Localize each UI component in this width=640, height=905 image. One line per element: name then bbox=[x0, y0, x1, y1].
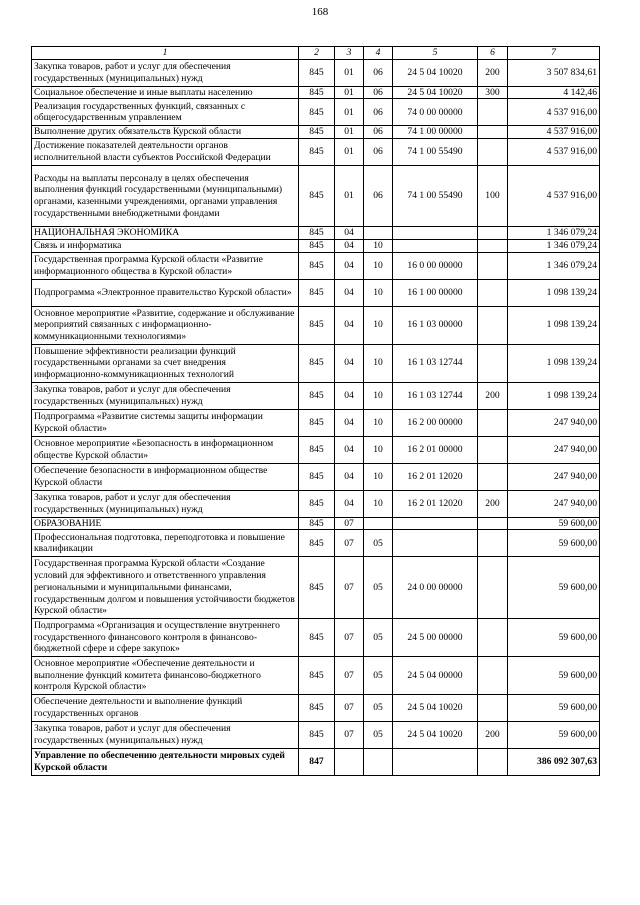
row-section: 01 bbox=[335, 99, 364, 126]
row-section: 01 bbox=[335, 86, 364, 99]
row-section: 07 bbox=[335, 530, 364, 557]
row-target-article: 16 2 01 12020 bbox=[393, 490, 478, 517]
row-amount: 1 098 139,24 bbox=[508, 382, 600, 409]
row-admin-code: 845 bbox=[299, 99, 335, 126]
row-target-article: 24 5 04 10020 bbox=[393, 695, 478, 722]
table-row bbox=[32, 657, 600, 695]
row-admin-code: 845 bbox=[299, 126, 335, 139]
row-expense-type bbox=[478, 749, 508, 776]
header-cell: 2 bbox=[299, 47, 335, 60]
row-description: Закупка товаров, работ и услуг для обеспечения государственных (муниципальных) нужд bbox=[32, 722, 299, 749]
row-target-article: 16 1 00 00000 bbox=[393, 279, 478, 306]
table-row bbox=[32, 227, 600, 240]
row-expense-type bbox=[478, 657, 508, 695]
table-row bbox=[32, 722, 600, 749]
row-section: 04 bbox=[335, 409, 364, 436]
row-section: 01 bbox=[335, 166, 364, 227]
row-description: Управление по обеспечению деятельности мировых судей Курской области bbox=[32, 749, 299, 776]
row-description: Подпрограмма «Электронное правительство Курской области» bbox=[32, 279, 299, 306]
row-description: Обеспечение деятельности и выполнение функций государственных органов bbox=[32, 695, 299, 722]
table-row bbox=[32, 279, 600, 306]
row-amount: 59 600,00 bbox=[508, 530, 600, 557]
row-section: 04 bbox=[335, 382, 364, 409]
row-amount: 247 940,00 bbox=[508, 490, 600, 517]
table-row bbox=[32, 517, 600, 530]
row-section: 01 bbox=[335, 139, 364, 166]
row-expense-type bbox=[478, 618, 508, 656]
row-description: Профессиональная подготовка, переподготовка и повышение квалификации bbox=[32, 530, 299, 557]
table-row bbox=[32, 344, 600, 382]
row-expense-type bbox=[478, 436, 508, 463]
row-subsection: 06 bbox=[364, 166, 393, 227]
table-row bbox=[32, 695, 600, 722]
row-amount: 59 600,00 bbox=[508, 618, 600, 656]
row-target-article: 74 1 00 55490 bbox=[393, 166, 478, 227]
row-target-article: 16 0 00 00000 bbox=[393, 252, 478, 279]
row-subsection: 06 bbox=[364, 139, 393, 166]
row-description: Закупка товаров, работ и услуг для обеспечения государственных (муниципальных) нужд bbox=[32, 59, 299, 86]
row-description: Государственная программа Курской области «Создание условий для эффективного и ответственного управления региональными и муниципальными финансами, государственным долгом и повышения устойчивости бюджетов Курской области» bbox=[32, 557, 299, 619]
row-admin-code: 845 bbox=[299, 722, 335, 749]
row-expense-type bbox=[478, 139, 508, 166]
row-subsection: 06 bbox=[364, 99, 393, 126]
row-description: Связь и информатика bbox=[32, 239, 299, 252]
row-target-article: 24 5 04 00000 bbox=[393, 657, 478, 695]
row-target-article bbox=[393, 227, 478, 240]
row-description: Социальное обеспечение и иные выплаты населению bbox=[32, 86, 299, 99]
row-description: НАЦИОНАЛЬНАЯ ЭКОНОМИКА bbox=[32, 227, 299, 240]
row-section: 04 bbox=[335, 306, 364, 344]
row-amount: 59 600,00 bbox=[508, 657, 600, 695]
row-section: 01 bbox=[335, 126, 364, 139]
header-cell: 5 bbox=[393, 47, 478, 60]
row-target-article: 24 5 04 10020 bbox=[393, 59, 478, 86]
row-expense-type bbox=[478, 252, 508, 279]
row-subsection: 05 bbox=[364, 557, 393, 619]
row-expense-type bbox=[478, 530, 508, 557]
table-row bbox=[32, 166, 600, 227]
row-section: 04 bbox=[335, 227, 364, 240]
row-subsection: 06 bbox=[364, 59, 393, 86]
table-row bbox=[32, 382, 600, 409]
row-admin-code: 845 bbox=[299, 166, 335, 227]
table-row bbox=[32, 86, 600, 99]
row-section: 04 bbox=[335, 279, 364, 306]
row-expense-type: 200 bbox=[478, 59, 508, 86]
row-subsection bbox=[364, 517, 393, 530]
row-admin-code: 845 bbox=[299, 59, 335, 86]
row-description: Основное мероприятие «Обеспечение деятельности и выполнение функций комитета финансово-бюджетного контроля Курской области» bbox=[32, 657, 299, 695]
table-row bbox=[32, 239, 600, 252]
row-section: 07 bbox=[335, 557, 364, 619]
row-section: 01 bbox=[335, 59, 364, 86]
row-expense-type bbox=[478, 99, 508, 126]
row-description: Расходы на выплаты персоналу в целях обеспечения выполнения функций государственными (муниципальными) органами, казенными учреждениями, органами управления государственными внебюджетными фондами bbox=[32, 166, 299, 227]
row-description: Реализация государственных функций, связанных с общегосударственным управлением bbox=[32, 99, 299, 126]
row-target-article: 74 0 00 00000 bbox=[393, 99, 478, 126]
row-subsection: 06 bbox=[364, 126, 393, 139]
row-section: 04 bbox=[335, 436, 364, 463]
row-subsection: 10 bbox=[364, 306, 393, 344]
row-description: Подпрограмма «Развитие системы защиты информации Курской области» bbox=[32, 409, 299, 436]
row-amount: 1 098 139,24 bbox=[508, 306, 600, 344]
row-section: 07 bbox=[335, 695, 364, 722]
row-expense-type: 200 bbox=[478, 382, 508, 409]
header-row bbox=[32, 47, 600, 60]
row-target-article: 16 1 03 12744 bbox=[393, 382, 478, 409]
row-amount: 247 940,00 bbox=[508, 409, 600, 436]
row-target-article bbox=[393, 239, 478, 252]
row-target-article: 16 1 03 12744 bbox=[393, 344, 478, 382]
row-target-article bbox=[393, 517, 478, 530]
row-section: 04 bbox=[335, 239, 364, 252]
row-amount: 59 600,00 bbox=[508, 557, 600, 619]
row-admin-code: 847 bbox=[299, 749, 335, 776]
row-amount: 386 092 307,63 bbox=[508, 749, 600, 776]
row-description: Повышение эффективности реализации функций государственными органами за счет внедрения информационно-коммуникационных технологий bbox=[32, 344, 299, 382]
row-section: 04 bbox=[335, 252, 364, 279]
row-target-article bbox=[393, 749, 478, 776]
row-expense-type: 200 bbox=[478, 490, 508, 517]
row-amount: 4 142,46 bbox=[508, 86, 600, 99]
row-admin-code: 845 bbox=[299, 490, 335, 517]
row-amount: 4 537 916,00 bbox=[508, 99, 600, 126]
row-subsection: 05 bbox=[364, 530, 393, 557]
row-subsection bbox=[364, 749, 393, 776]
row-expense-type: 300 bbox=[478, 86, 508, 99]
row-admin-code: 845 bbox=[299, 227, 335, 240]
row-amount: 247 940,00 bbox=[508, 436, 600, 463]
row-expense-type: 100 bbox=[478, 166, 508, 227]
table-row bbox=[32, 409, 600, 436]
row-target-article: 24 5 04 10020 bbox=[393, 722, 478, 749]
row-subsection: 10 bbox=[364, 436, 393, 463]
row-expense-type bbox=[478, 126, 508, 139]
row-amount: 1 346 079,24 bbox=[508, 239, 600, 252]
row-admin-code: 845 bbox=[299, 463, 335, 490]
row-target-article: 16 2 01 12020 bbox=[393, 463, 478, 490]
row-subsection bbox=[364, 227, 393, 240]
row-section: 07 bbox=[335, 517, 364, 530]
row-target-article: 24 0 00 00000 bbox=[393, 557, 478, 619]
row-amount: 1 346 079,24 bbox=[508, 227, 600, 240]
row-target-article: 16 2 01 00000 bbox=[393, 436, 478, 463]
row-subsection: 10 bbox=[364, 409, 393, 436]
row-admin-code: 845 bbox=[299, 306, 335, 344]
row-target-article: 24 5 04 10020 bbox=[393, 86, 478, 99]
row-admin-code: 845 bbox=[299, 657, 335, 695]
row-expense-type bbox=[478, 409, 508, 436]
row-amount: 4 537 916,00 bbox=[508, 126, 600, 139]
row-section: 07 bbox=[335, 657, 364, 695]
row-admin-code: 845 bbox=[299, 239, 335, 252]
row-description: Подпрограмма «Организация и осуществление внутреннего государственного финансового контроля в финансово-бюджетной сфере и сфере закупок» bbox=[32, 618, 299, 656]
row-section: 04 bbox=[335, 490, 364, 517]
row-description: Основное мероприятие «Развитие, содержание и обслуживание мероприятий связанных с информационно-коммуникационными технологиями» bbox=[32, 306, 299, 344]
page-number: 168 bbox=[311, 6, 329, 18]
row-admin-code: 845 bbox=[299, 530, 335, 557]
table-row bbox=[32, 306, 600, 344]
row-target-article: 74 1 00 55490 bbox=[393, 139, 478, 166]
row-expense-type bbox=[478, 227, 508, 240]
table-row bbox=[32, 99, 600, 126]
row-expense-type bbox=[478, 344, 508, 382]
row-admin-code: 845 bbox=[299, 557, 335, 619]
row-expense-type bbox=[478, 279, 508, 306]
table-row bbox=[32, 530, 600, 557]
row-expense-type bbox=[478, 517, 508, 530]
row-description: Основное мероприятие «Безопасность в информационном обществе Курской области» bbox=[32, 436, 299, 463]
header-cell: 4 bbox=[364, 47, 393, 60]
row-subsection: 10 bbox=[364, 463, 393, 490]
row-subsection: 05 bbox=[364, 722, 393, 749]
row-section: 07 bbox=[335, 618, 364, 656]
header-cell: 1 bbox=[32, 47, 299, 60]
row-description: Выполнение других обязательств Курской области bbox=[32, 126, 299, 139]
row-description: Закупка товаров, работ и услуг для обеспечения государственных (муниципальных) нужд bbox=[32, 490, 299, 517]
header-cell: 6 bbox=[478, 47, 508, 60]
header-cell: 3 bbox=[335, 47, 364, 60]
row-description: Достижение показателей деятельности органов исполнительной власти субъектов Российской Федерации bbox=[32, 139, 299, 166]
row-admin-code: 845 bbox=[299, 382, 335, 409]
row-target-article: 24 5 00 00000 bbox=[393, 618, 478, 656]
row-amount: 1 346 079,24 bbox=[508, 252, 600, 279]
row-expense-type bbox=[478, 239, 508, 252]
row-admin-code: 845 bbox=[299, 618, 335, 656]
row-amount: 59 600,00 bbox=[508, 695, 600, 722]
row-admin-code: 845 bbox=[299, 409, 335, 436]
table-row bbox=[32, 139, 600, 166]
row-admin-code: 845 bbox=[299, 139, 335, 166]
row-target-article bbox=[393, 530, 478, 557]
row-admin-code: 845 bbox=[299, 344, 335, 382]
row-admin-code: 845 bbox=[299, 695, 335, 722]
row-amount: 247 940,00 bbox=[508, 463, 600, 490]
row-subsection: 06 bbox=[364, 86, 393, 99]
table-row bbox=[32, 59, 600, 86]
budget-table bbox=[31, 46, 600, 776]
row-subsection: 10 bbox=[364, 279, 393, 306]
row-section bbox=[335, 749, 364, 776]
row-amount: 1 098 139,24 bbox=[508, 279, 600, 306]
row-target-article: 16 1 03 00000 bbox=[393, 306, 478, 344]
row-subsection: 10 bbox=[364, 490, 393, 517]
row-section: 04 bbox=[335, 463, 364, 490]
row-expense-type: 200 bbox=[478, 722, 508, 749]
row-admin-code: 845 bbox=[299, 86, 335, 99]
row-description: Закупка товаров, работ и услуг для обеспечения государственных (муниципальных) нужд bbox=[32, 382, 299, 409]
row-admin-code: 845 bbox=[299, 436, 335, 463]
row-amount: 1 098 139,24 bbox=[508, 344, 600, 382]
row-amount: 59 600,00 bbox=[508, 722, 600, 749]
row-amount: 4 537 916,00 bbox=[508, 139, 600, 166]
table-row bbox=[32, 463, 600, 490]
table-row bbox=[32, 252, 600, 279]
row-subsection: 05 bbox=[364, 618, 393, 656]
row-subsection: 10 bbox=[364, 382, 393, 409]
row-description: Обеспечение безопасности в информационном обществе Курской области bbox=[32, 463, 299, 490]
row-description: ОБРАЗОВАНИЕ bbox=[32, 517, 299, 530]
row-amount: 3 507 834,61 bbox=[508, 59, 600, 86]
table-row bbox=[32, 490, 600, 517]
row-expense-type bbox=[478, 695, 508, 722]
row-expense-type bbox=[478, 557, 508, 619]
table-row bbox=[32, 618, 600, 656]
row-subsection: 10 bbox=[364, 344, 393, 382]
row-section: 04 bbox=[335, 344, 364, 382]
row-amount: 59 600,00 bbox=[508, 517, 600, 530]
row-expense-type bbox=[478, 463, 508, 490]
table-row bbox=[32, 557, 600, 619]
row-subsection: 10 bbox=[364, 252, 393, 279]
row-subsection: 05 bbox=[364, 657, 393, 695]
row-target-article: 16 2 00 00000 bbox=[393, 409, 478, 436]
row-section: 07 bbox=[335, 722, 364, 749]
row-expense-type bbox=[478, 306, 508, 344]
row-description: Государственная программа Курской области «Развитие информационного общества в Курской области» bbox=[32, 252, 299, 279]
row-admin-code: 845 bbox=[299, 517, 335, 530]
table-row bbox=[32, 436, 600, 463]
row-subsection: 10 bbox=[364, 239, 393, 252]
table-row bbox=[32, 749, 600, 776]
row-target-article: 74 1 00 00000 bbox=[393, 126, 478, 139]
row-subsection: 05 bbox=[364, 695, 393, 722]
header-cell: 7 bbox=[508, 47, 600, 60]
row-admin-code: 845 bbox=[299, 252, 335, 279]
row-amount: 4 537 916,00 bbox=[508, 166, 600, 227]
row-admin-code: 845 bbox=[299, 279, 335, 306]
table-row bbox=[32, 126, 600, 139]
